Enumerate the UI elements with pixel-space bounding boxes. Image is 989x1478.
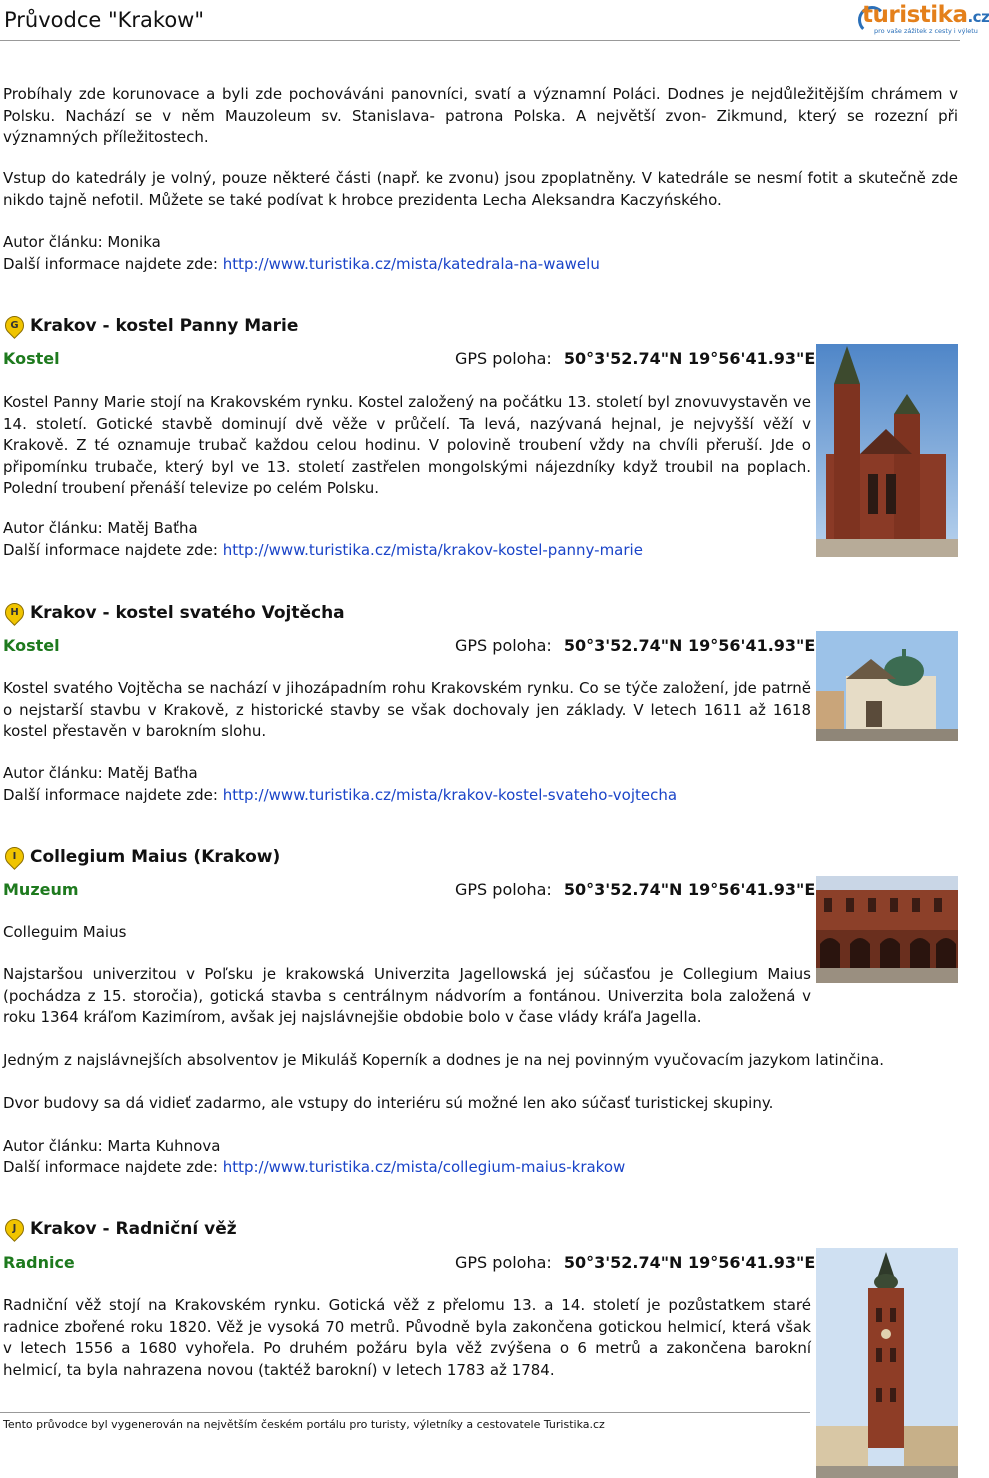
section-paragraph: Kostel Panny Marie stojí na Krakovském rynku. Kostel založený na počátku 13. století byl znovuvystavěn ve 14. století. Gotické stavbě dominují dvě věže v průčelí. Ta levá, nazývaná hejnal, je nejvyšší věží v Krakově. Z té oznamuje trubač každou celou hodinu. V polovině troubení vždy na chvíli přeruší. Jde o připomínku trubače, který byl ve 13. století zastřelen mongolskými nájezdníky když troubil na poplach. Polední troubení přenáší televize po celém Polsku. <box>3 393 811 497</box>
map-marker-icon: H <box>1 599 28 626</box>
more-info-link[interactable]: http://www.turistika.cz/mista/collegium-maius-krakow <box>222 1158 626 1176</box>
section-title: Krakov - Radniční věž <box>30 1219 237 1239</box>
map-marker-icon: I <box>1 843 28 870</box>
section-paragraph: Radniční věž stojí na Krakovském rynku. Gotická věž z přelomu 13. a 14. století je pozůstatkem staré radnice zbořené roku 1820. Věž je vysoká 70 metrů. Původně byla zakončena gotickou helmicí, která však v letech 1556 a 1680 vyhořela. Po druhém požáru byla věž zvýšena o 6 metrů a zakončena barokní helmicí, ta byla nahrazena novou (taktéž barokní) v letech 1783 až 1784. <box>3 1296 811 1379</box>
church-photo <box>816 631 958 741</box>
footer-divider <box>0 1412 810 1413</box>
logo-tld: .cz <box>967 8 989 26</box>
more-info <box>3 785 677 807</box>
gps-position: GPS poloha: 50°3'52.74"N 19°56'41.93"E <box>455 880 816 899</box>
article-author: Autor článku: Monika <box>3 233 161 251</box>
logo-tagline: pro vaše zážitek z cesty i výletu <box>874 27 978 35</box>
turistika-logo[interactable] <box>858 2 989 38</box>
intro-paragraph-1: Probíhaly zde korunovace a byli zde pochováváni panovníci, svatí a významní Poláci. Dodnes je nejdůležitějším chrámem v Polsku. Nachází se v něm Mauzoleum sv. Stanislava- patrona Polska. A největší zvon- Zikmund, který se rozezní při významných příležitostech. <box>3 85 958 146</box>
logo-main: turistika <box>862 2 968 28</box>
tower-photo <box>816 1248 958 1478</box>
section-title: Krakov - kostel Panny Marie <box>30 316 299 336</box>
more-info-label: Další informace najdete zde: <box>3 255 218 273</box>
section-title: Krakov - kostel svatého Vojtěcha <box>30 603 345 623</box>
more-info-link[interactable]: http://www.turistika.cz/mista/krakov-kostel-panny-marie <box>222 541 643 559</box>
church-photo <box>816 344 958 557</box>
more-info-label: Další informace najdete zde: <box>3 1158 218 1176</box>
page-title: Průvodce "Krakow" <box>4 8 205 32</box>
section-paragraph: Dvor budovy sa dá vidieť zadarmo, ale vstupy do interiéru sú možné len ako súčasť turistickej skupiny. <box>3 1094 774 1112</box>
more-info-link[interactable]: http://www.turistika.cz/mista/katedrala-na-wawelu <box>222 255 600 273</box>
footer-text: Tento průvodce byl vygenerován na největším českém portálu pro turisty, výletníky a cestovatele Turistika.cz <box>3 1418 605 1431</box>
section-category: Kostel <box>3 349 60 368</box>
section-subtitle: Colleguim Maius <box>3 923 127 941</box>
page-header <box>0 0 989 41</box>
courtyard-photo <box>816 876 958 983</box>
more-info-label: Další informace najdete zde: <box>3 541 218 559</box>
more-info <box>3 1157 625 1179</box>
more-info <box>3 254 600 276</box>
section-paragraph: Najstaršou univerzitou v Poľsku je krakowská Univerzita Jagellowská jej súčasťou je Collegium Maius (pochádza z 15. storočia), gotická stavba s centrálnym nádvorím a fontánou. Univerzita bola založená v roku 1364 kráľom Kazimírom, avšak jej najslávnejšie obdobie bolo v čase vlády kráľa Jagella. <box>3 965 811 1026</box>
section-paragraph: Jedným z najslávnejších absolventov je Mikuláš Koperník a dodnes je na nej povinným vyučovacím jazykom latinčina. <box>3 1051 885 1069</box>
section-category: Radnice <box>3 1253 75 1272</box>
more-info <box>3 540 643 562</box>
more-info-label: Další informace najdete zde: <box>3 786 218 804</box>
gps-position: GPS poloha: 50°3'52.74"N 19°56'41.93"E <box>455 349 816 368</box>
more-info-link[interactable]: http://www.turistika.cz/mista/krakov-kostel-svateho-vojtecha <box>222 786 678 804</box>
section-category: Kostel <box>3 636 60 655</box>
article-author: Autor článku: Matěj Baťha <box>3 519 198 537</box>
article-author: Autor článku: Matěj Baťha <box>3 764 198 782</box>
gps-position: GPS poloha: 50°3'52.74"N 19°56'41.93"E <box>455 636 816 655</box>
map-marker-icon: G <box>1 312 28 339</box>
section-paragraph: Kostel svatého Vojtěcha se nachází v jihozápadním rohu Krakovském rynku. Co se týče založení, jde patrně o nejstarší stavbu v Krakově, z historické stavby se však dochovaly jen základy. V letech 1611 až 1618 kostel přestavěn v barokním slohu. <box>3 679 811 740</box>
map-marker-icon: J <box>1 1215 28 1242</box>
gps-position: GPS poloha: 50°3'52.74"N 19°56'41.93"E <box>455 1253 816 1272</box>
intro-paragraph-2: Vstup do katedrály je volný, pouze některé části (např. ke zvonu) jsou zpoplatněny. V katedrále se nesmí fotit a skutečně zde nikdo tajně nefotil. Můžete se také podívat k hrobce prezidenta Lecha Aleksandra Kaczyńského. <box>3 169 958 209</box>
section-category: Muzeum <box>3 880 79 899</box>
article-author: Autor článku: Marta Kuhnova <box>3 1137 221 1155</box>
section-title: Collegium Maius (Krakow) <box>30 847 281 867</box>
